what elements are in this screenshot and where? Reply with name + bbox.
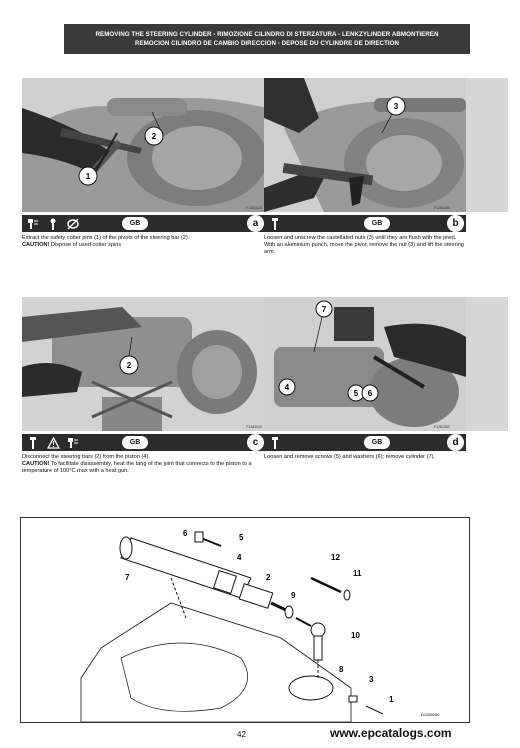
step-caption-b <box>264 235 466 257</box>
wrench-icon <box>266 215 284 232</box>
sledgehammer-icon <box>24 215 42 232</box>
caption-text: Dispose of used cotter spins <box>49 242 122 249</box>
photo-code: F1281020 <box>246 206 262 210</box>
exploded-parts-diagram <box>20 517 470 723</box>
caption-text: Extract the safety cotter pins (1) of the pivots of the steering bar (2). <box>22 235 190 241</box>
step-photo-c <box>22 297 266 431</box>
diagram-code: D1280280 <box>421 712 440 717</box>
wrench-icon <box>24 434 42 451</box>
language-badge: GB <box>122 436 148 449</box>
callout-6: 6 <box>183 529 188 538</box>
callout-5: 5 <box>239 533 244 542</box>
sledgehammer-icon <box>64 434 82 451</box>
step-photo-d <box>264 297 508 431</box>
callout-7: 7 <box>321 305 327 314</box>
callout-8: 8 <box>339 665 344 674</box>
callout-6: 6 <box>367 389 373 398</box>
warning-icon <box>44 434 62 451</box>
callout-2: 2 <box>126 361 132 370</box>
section-title-line-2: REMOCION CILINDRO DE CAMBIO DIRECCION - DEPOSE DU CYLINDRE DE DIRECTION <box>134 40 400 47</box>
step-caption-d <box>264 454 466 461</box>
callout-2: 2 <box>266 573 271 582</box>
callout-5: 5 <box>353 389 359 398</box>
callout-1: 1 <box>85 172 91 181</box>
caption-text: Loosen and remove screws (5) and washers (6); remove cylinder (7). <box>264 454 435 460</box>
icon-bar-a <box>22 215 266 232</box>
caption-text: Disconnect the steering bars (2) from the piston (4). <box>22 454 150 460</box>
callout-3: 3 <box>369 675 374 684</box>
callout-1: 1 <box>389 695 394 704</box>
step-letter-badge: c <box>247 434 264 451</box>
language-badge: GB <box>364 217 390 230</box>
language-badge: GB <box>122 217 148 230</box>
pin-icon <box>44 215 62 232</box>
step-photo-a <box>22 78 266 212</box>
callout-12: 12 <box>331 553 340 562</box>
icon-bar-d <box>264 434 466 451</box>
caption-text: To facilitate disassembly, heat the tang of the joint that connects to the piston to a temperature of 100°C max with a heat gun. <box>22 461 252 475</box>
watermark-link[interactable]: www.epcatalogs.com <box>330 726 452 740</box>
caption-text: With an aluminium punch, move the pivot; remove the nut (3) and lift the steering arm. <box>264 242 464 256</box>
section-title-banner <box>64 24 470 54</box>
icon-bar-b <box>264 215 466 232</box>
step-caption-a <box>22 235 266 249</box>
callout-4: 4 <box>284 383 290 392</box>
language-badge: GB <box>364 436 390 449</box>
caution-label: CAUTION! <box>22 461 50 468</box>
icon-bar-c <box>22 434 266 451</box>
photo-code: F1281030 <box>434 206 450 210</box>
callout-7: 7 <box>125 573 130 582</box>
step-letter-badge: b <box>447 215 464 232</box>
callout-11: 11 <box>353 569 362 578</box>
section-title-line-1: REMOVING THE STEERING CYLINDER - RIMOZIONE CILINDRO DI STERZATURA - LENKZYLINDER ABMONTIEREN <box>95 31 439 38</box>
photo-code: F1281040 <box>246 425 262 429</box>
step-letter-badge: d <box>447 434 464 451</box>
wrench-icon <box>266 434 284 451</box>
callout-3: 3 <box>393 102 399 111</box>
callout-10: 10 <box>351 631 360 640</box>
caution-label: CAUTION! <box>22 242 50 249</box>
callout-2: 2 <box>151 132 157 141</box>
step-letter-badge: a <box>247 215 264 232</box>
callout-9: 9 <box>291 591 296 600</box>
page-number: 42 <box>237 730 246 739</box>
step-caption-c <box>22 454 266 476</box>
step-photo-b <box>264 78 508 212</box>
caption-text: Loosen and unscrew the castellated nuts (3) until they are flush with the pivot. <box>264 235 457 241</box>
photo-code: F1281050 <box>434 425 450 429</box>
callout-4: 4 <box>237 553 242 562</box>
no-reuse-icon <box>64 215 82 232</box>
